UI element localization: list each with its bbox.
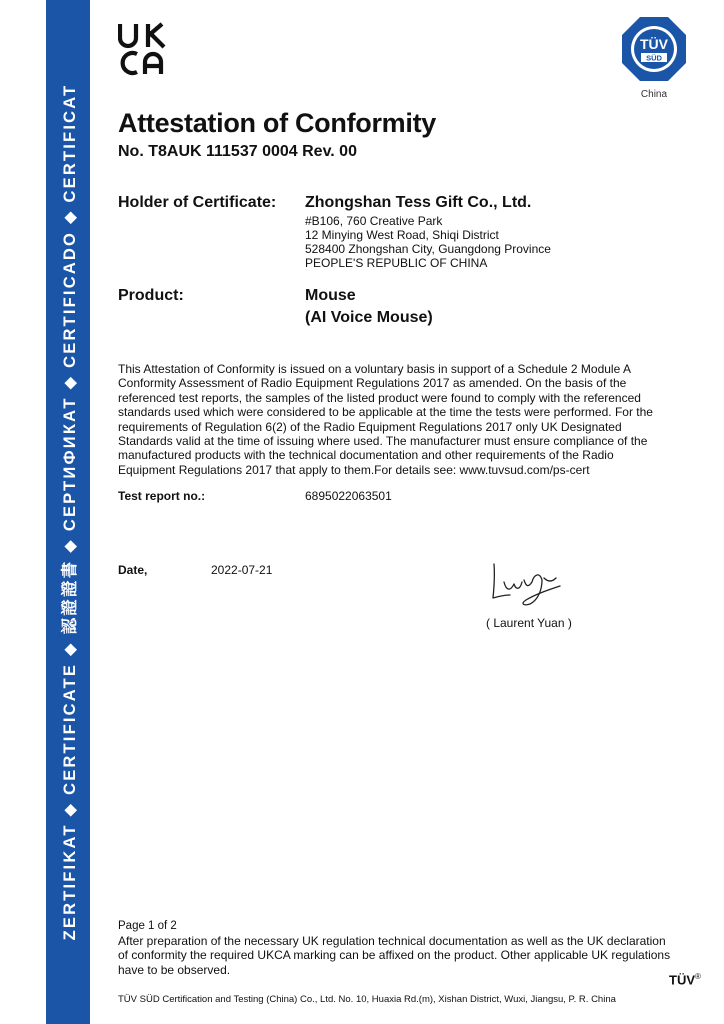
product-model: (AI Voice Mouse) xyxy=(305,309,433,326)
page-number: Page 1 of 2 xyxy=(118,920,177,932)
holder-address-line: 528400 Zhongshan City, Guangdong Province xyxy=(305,242,551,256)
document-title: Attestation of Conformity xyxy=(118,108,436,138)
holder-label: Holder of Certificate: xyxy=(118,194,277,211)
tuv-wordmark-text: TÜV xyxy=(669,972,695,988)
tuv-sud-logo xyxy=(620,15,688,83)
holder-address-line: PEOPLE'S REPUBLIC OF CHINA xyxy=(305,256,488,270)
date-value: 2022-07-21 xyxy=(211,563,273,577)
company-address-footer: TÜV SÜD Certification and Testing (China) Co., Ltd. No. 10, Huaxia Rd.(m), Xishan District, Wuxi, Jiangsu, P. R. China xyxy=(118,994,616,1005)
holder-name: Zhongshan Tess Gift Co., Ltd. xyxy=(305,194,532,211)
ukca-mark-logo xyxy=(118,22,170,76)
sidebar-certificate-text: ZERTIFIKAT ◆ CERTIFICATE ◆ 認證證書 ◆ СЕРТИФИКАТ ◆ CERTIFICADO ◆ CERTIFICAT xyxy=(61,83,79,941)
date-label: Date, xyxy=(118,563,148,577)
tuv-wordmark xyxy=(669,972,701,987)
test-report-number: 6895022063501 xyxy=(305,489,392,503)
product-name: Mouse xyxy=(305,287,356,304)
certificate-number: No. T8AUK 111537 0004 Rev. 00 xyxy=(118,143,357,160)
handwritten-signature xyxy=(486,560,570,612)
footer-note: After preparation of the necessary UK regulation technical documentation as well as the UK declaration of conformity the required UKCA marking can be affixed on the product. Other applicable UK regulations have to be observed. xyxy=(118,934,671,977)
test-report-label: Test report no.: xyxy=(118,489,206,503)
holder-address-line: #B106, 760 Creative Park xyxy=(305,214,443,228)
holder-address-line: 12 Minying West Road, Shiqi District xyxy=(305,228,499,242)
tuv-logo-text: TÜV xyxy=(640,36,668,52)
tuv-logo-subtext: SÜD xyxy=(646,53,662,63)
signer-name: ( Laurent Yuan ) xyxy=(486,616,572,630)
registered-mark: ® xyxy=(695,972,701,981)
attestation-statement: This Attestation of Conformity is issued on a voluntary basis in support of a Schedule 2 Module A Conformity Assessment of Radio Equipment Regulations 2017 as amended. On the basis of the referenced test reports, the samples of the listed product were found to comply with the referenced standards used which were considered to be applicable at the time the tests were performed. For the requirements of Regulation 6(2) of the Radio Equipment Regulations 2017 only UK Designated Standards valid at the time of issuing where used. The manufacturer must ensure compliance of the manufactured products with the technical documentation and other requirements of the Radio Equipment Regulations 2017 that apply to them.For details see: www.tuvsud.com/ps-cert xyxy=(118,362,653,477)
tuv-country-label: China xyxy=(640,89,668,100)
product-label: Product: xyxy=(118,287,184,304)
